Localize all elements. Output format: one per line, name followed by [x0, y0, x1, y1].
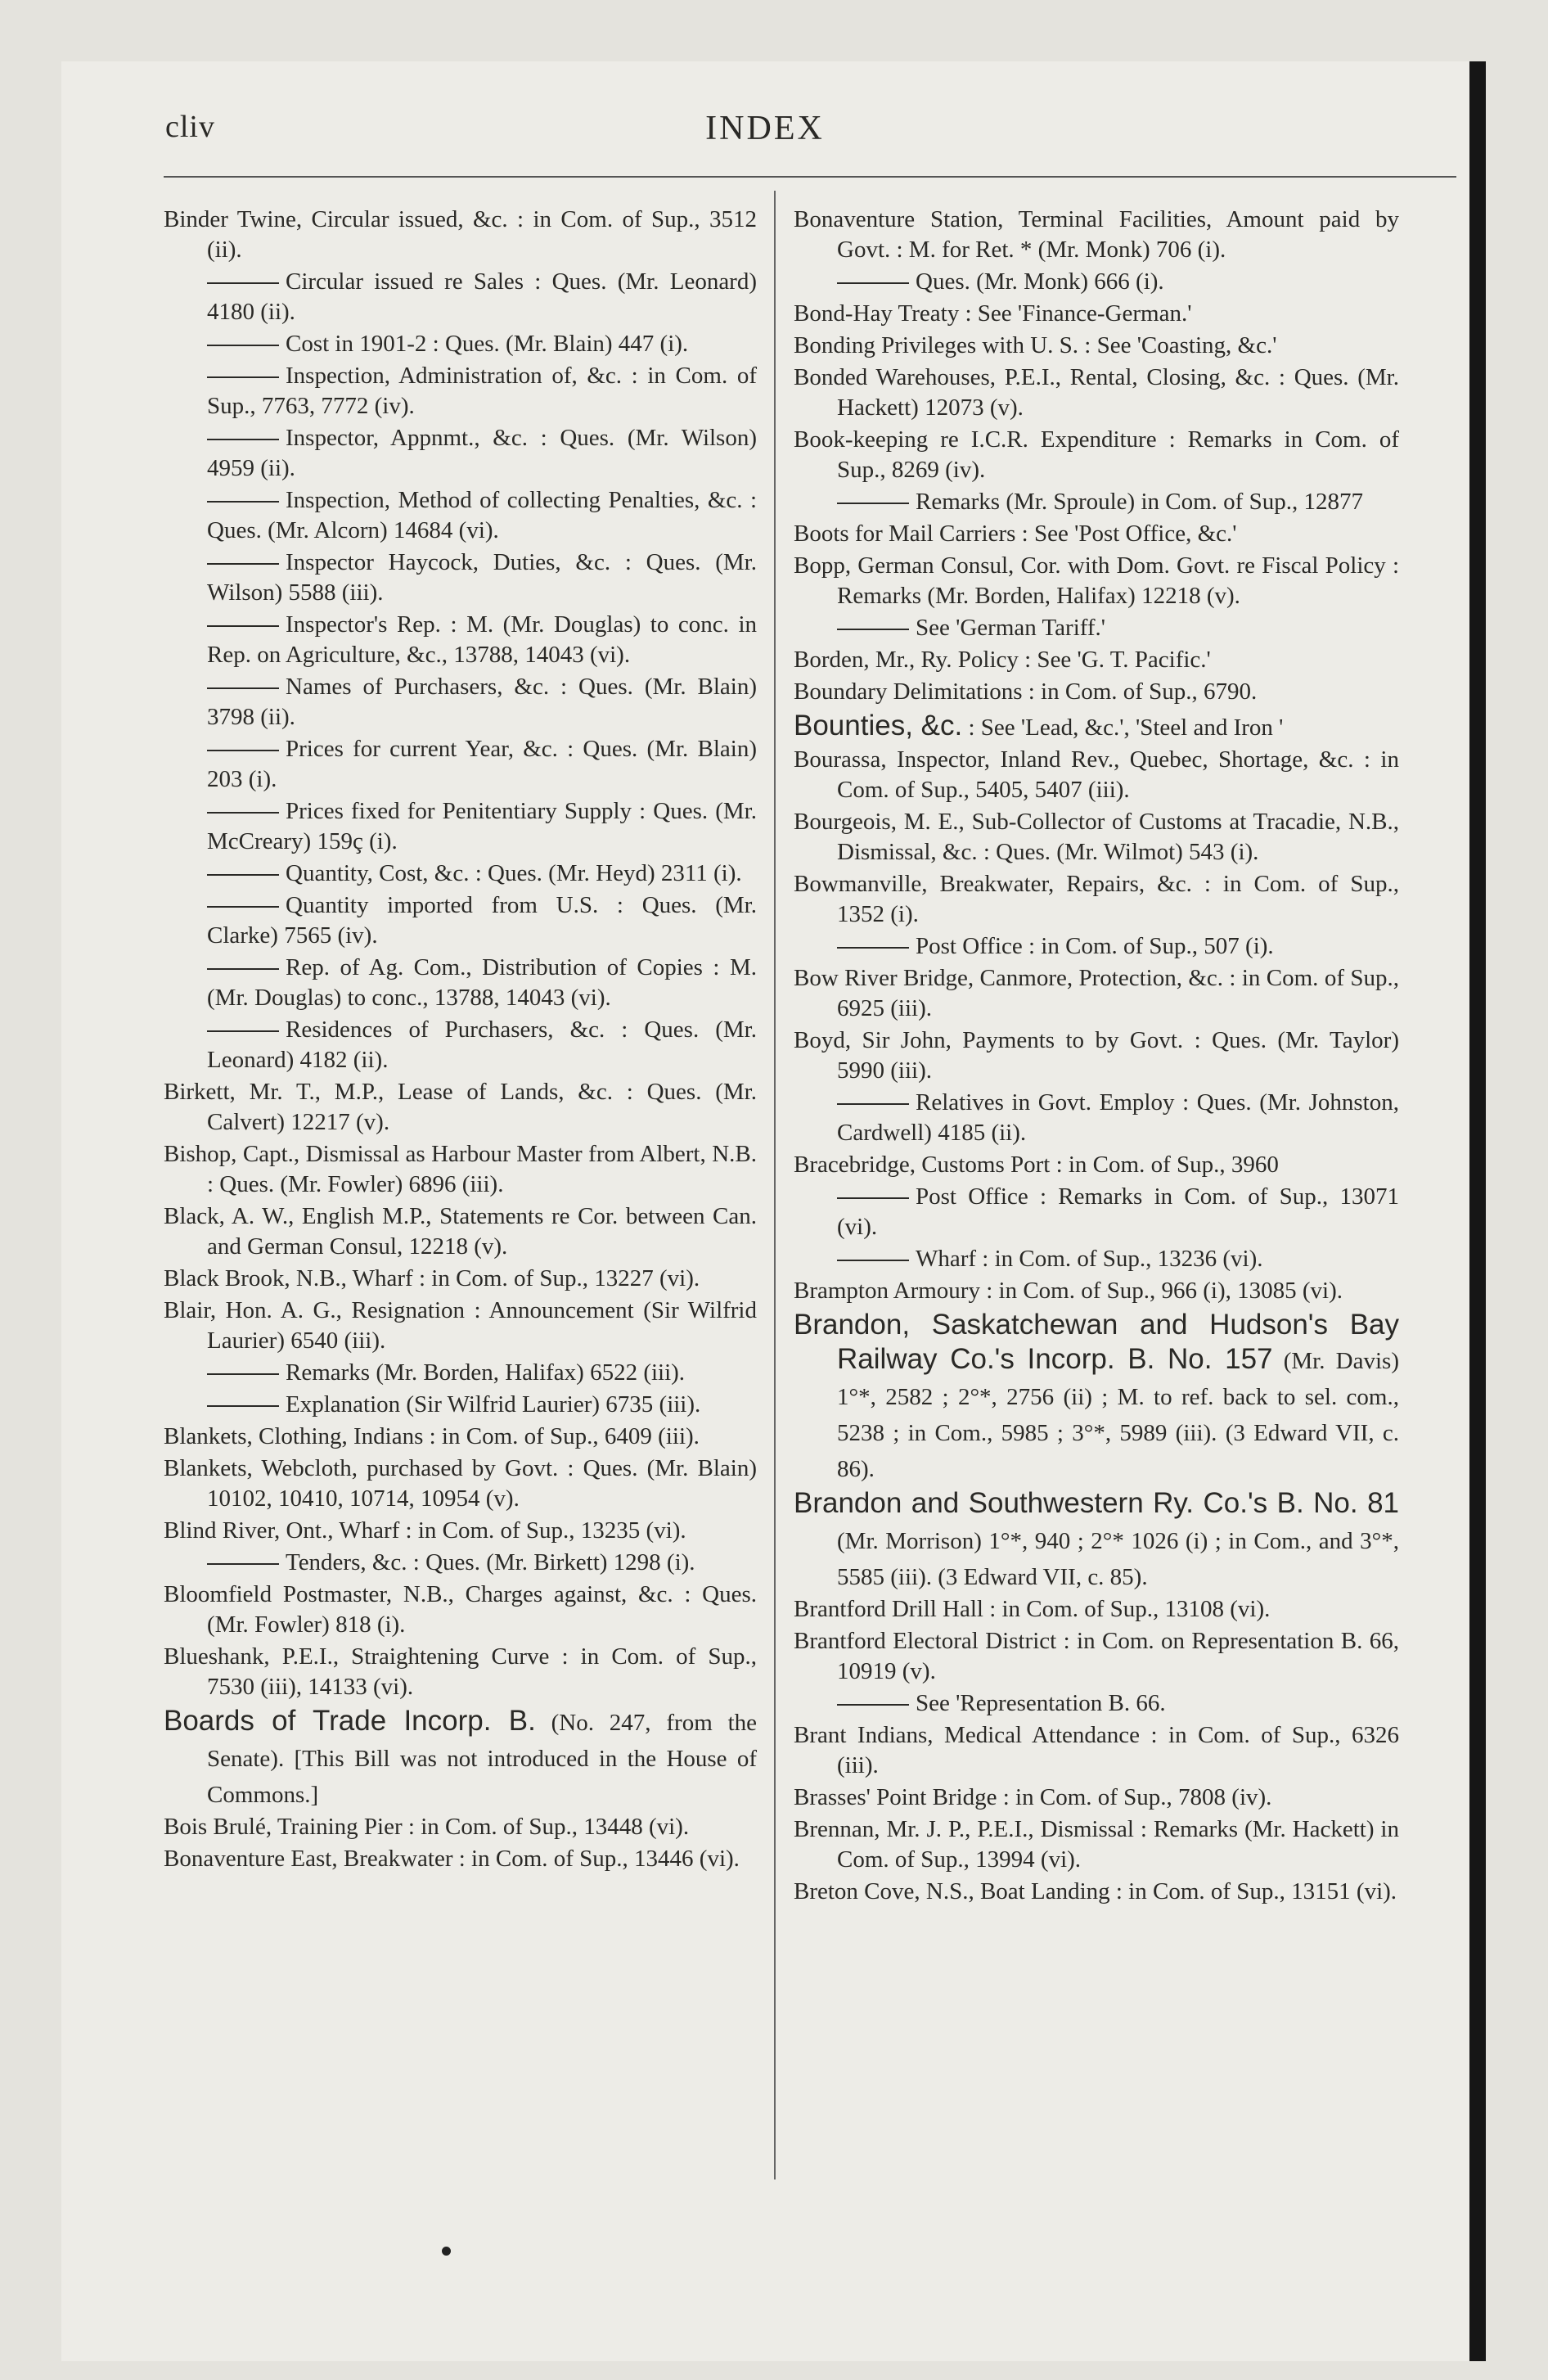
entry-text: Wharf : in Com. of Sup., 13236 (vi).: [916, 1246, 1263, 1272]
index-entry: [794, 1626, 1399, 1687]
index-entry: [794, 1783, 1399, 1813]
entry-text: Inspector's Rep. : M. (Mr. Douglas) to conc. in Rep. on Agriculture, &c., 13788, 14043 (vi).: [207, 611, 757, 668]
entry-text: (Mr. Morrison) 1°*, 940 ; 2°* 1026 (i) ; in Com., and 3°*, 5585 (iii). (3 Edward VII, c. 85).: [837, 1528, 1399, 1590]
entry-text: Quantity imported from U.S. : Ques. (Mr. Clarke) 7565 (iv).: [207, 892, 757, 949]
entry-text: Breton Cove, N.S., Boat Landing : in Com. of Sup., 13151 (vi).: [794, 1878, 1397, 1904]
entry-text: Quantity, Cost, &c. : Ques. (Mr. Heyd) 2311 (i).: [286, 860, 742, 886]
header-rule: [164, 176, 1456, 178]
entry-text: Inspection, Administration of, &c. : in Com. of Sup., 7763, 7772 (iv).: [207, 363, 757, 419]
ditto-dash: [207, 282, 279, 284]
entry-text: (No. 247, from the Senate). [This Bill was not introduced in the House of Commons.]: [207, 1710, 757, 1808]
index-subentry: [164, 1390, 757, 1420]
entry-text: Black, A. W., English M.P., Statements re Cor. between Can. and German Consul, 12218 (v).: [164, 1203, 757, 1260]
index-subentry: [794, 487, 1399, 517]
index-entry: [794, 645, 1399, 675]
ditto-dash: [207, 750, 279, 751]
entry-text: Circular issued re Sales : Ques. (Mr. Leonard) 4180 (ii).: [207, 268, 757, 325]
entry-text: Blankets, Clothing, Indians : in Com. of Sup., 6409 (iii).: [164, 1423, 700, 1449]
ditto-dash: [207, 906, 279, 908]
entry-text: Bonaventure East, Breakwater : in Com. of Sup., 13446 (vi).: [164, 1846, 740, 1872]
entry-text: Residences of Purchasers, &c. : Ques. (Mr. Leonard) 4182 (ii).: [207, 1016, 757, 1073]
entry-text: Brantford Drill Hall : in Com. of Sup., 13108 (vi).: [794, 1596, 1271, 1622]
entry-text: Bow River Bridge, Canmore, Protection, &c. : in Com. of Sup., 6925 (iii).: [794, 965, 1399, 1021]
index-entry: [794, 1025, 1399, 1086]
entry-text: Post Office : in Com. of Sup., 507 (i).: [916, 933, 1274, 959]
ditto-dash: [207, 439, 279, 440]
entry-text: Black Brook, N.B., Wharf : in Com. of Sup., 13227 (vi).: [164, 1265, 700, 1291]
index-subentry: [164, 734, 757, 795]
index-subentry: [164, 548, 757, 608]
entry-text: : See 'Lead, &c.', 'Steel and Iron ': [962, 714, 1284, 741]
index-entry: [794, 551, 1399, 611]
entry-text: Names of Purchasers, &c. : Ques. (Mr. Blain) 3798 (ii).: [207, 674, 757, 730]
entry-text: Prices for current Year, &c. : Ques. (Mr. Blain) 203 (i).: [207, 736, 757, 792]
entry-text: Bond-Hay Treaty : See 'Finance-German.': [794, 300, 1192, 327]
index-subentry: [164, 672, 757, 732]
entry-text: Brant Indians, Medical Attendance : in Com. of Sup., 6326 (iii).: [794, 1722, 1399, 1778]
entry-text: Birkett, Mr. T., M.P., Lease of Lands, &c. : Ques. (Mr. Calvert) 12217 (v).: [164, 1079, 757, 1135]
index-entry: [164, 1264, 757, 1294]
index-subentry: [164, 796, 757, 857]
index-entry: [794, 677, 1399, 707]
ditto-dash: [837, 282, 909, 284]
entry-text: Boots for Mail Carriers : See 'Post Office, &c.': [794, 521, 1237, 547]
entry-text: Bois Brulé, Training Pier : in Com. of Sup., 13448 (vi).: [164, 1814, 690, 1840]
index-subentry: [164, 267, 757, 327]
index-subentry: [164, 485, 757, 546]
entry-text: Bonaventure Station, Terminal Facilities, Amount paid by Govt. : M. for Ret. * (Mr. Monk) 706 (i).: [794, 206, 1399, 263]
entry-text: Blind River, Ont., Wharf : in Com. of Sup., 13235 (vi).: [164, 1517, 686, 1544]
index-subentry: [164, 361, 757, 421]
entry-text: Bishop, Capt., Dismissal as Harbour Master from Albert, N.B. : Ques. (Mr. Fowler) 6896 (iii).: [164, 1141, 757, 1197]
entry-text: Ques. (Mr. Monk) 666 (i).: [916, 268, 1164, 295]
ditto-dash: [837, 503, 909, 504]
ditto-dash: [207, 1030, 279, 1032]
ditto-dash: [207, 812, 279, 814]
entry-text: Remarks (Mr. Sproule) in Com. of Sup., 12877: [916, 489, 1363, 515]
index-entry: [164, 1422, 757, 1452]
ditto-dash: [207, 968, 279, 970]
index-entry: [164, 1844, 757, 1874]
index-entry: [164, 1642, 757, 1702]
index-entry: [794, 1594, 1399, 1625]
entry-text: Book-keeping re I.C.R. Expenditure : Remarks in Com. of Sup., 8269 (iv).: [794, 426, 1399, 483]
entry-text: Inspection, Method of collecting Penalties, &c. : Ques. (Mr. Alcorn) 14684 (vi).: [207, 487, 757, 543]
ditto-dash: [837, 1260, 909, 1261]
entry-text: Cost in 1901-2 : Ques. (Mr. Blain) 447 (i).: [286, 331, 689, 357]
entry-text: Bopp, German Consul, Cor. with Dom. Govt. re Fiscal Policy : Remarks (Mr. Borden, Halifax) 12218 (v).: [794, 552, 1399, 609]
ditto-dash: [207, 1563, 279, 1565]
entry-text: Brantford Electoral District : in Com. on Representation B. 66, 10919 (v).: [794, 1628, 1399, 1684]
entry-text: Boyd, Sir John, Payments to by Govt. : Ques. (Mr. Taylor) 5990 (iii).: [794, 1027, 1399, 1084]
entry-text: Explanation (Sir Wilfrid Laurier) 6735 (iii).: [286, 1391, 701, 1418]
entry-text: Inspector Haycock, Duties, &c. : Ques. (Mr. Wilson) 5588 (iii).: [207, 549, 757, 606]
bill-title: Bounties, &c.: [794, 710, 963, 741]
ditto-dash: [207, 501, 279, 503]
index-subentry: [164, 329, 757, 359]
bill-title: Brandon and Southwestern Ry. Co.'s B. No. 81: [794, 1487, 1399, 1519]
ditto-dash: [207, 345, 279, 346]
entry-text: Bonded Warehouses, P.E.I., Rental, Closing, &c. : Ques. (Mr. Hackett) 12073 (v).: [794, 364, 1399, 421]
entry-text: Blueshank, P.E.I., Straightening Curve : in Com. of Sup., 7530 (iii), 14133 (vi).: [164, 1643, 757, 1700]
entry-text: Boundary Delimitations : in Com. of Sup., 6790.: [794, 678, 1258, 705]
entry-text: Bonding Privileges with U. S. : See 'Coasting, &c.': [794, 332, 1277, 358]
entry-text: Post Office : Remarks in Com. of Sup., 13071 (vi).: [837, 1183, 1399, 1240]
entry-text: (Mr. Davis) 1°*, 2582 ; 2°*, 2756 (ii) ; M. to ref. back to sel. com., 5238 ; in Com., 5985 ; 3°*, 5989 (iii). (3 Edward VII, c. 86).: [837, 1348, 1399, 1482]
index-entry: [164, 1580, 757, 1640]
entry-text: See 'Representation B. 66.: [916, 1690, 1166, 1716]
index-page: [61, 61, 1485, 2361]
ditto-dash: [207, 376, 279, 378]
index-subentry: [794, 1244, 1399, 1274]
index-entry: [164, 1139, 757, 1200]
entry-text: Rep. of Ag. Com., Distribution of Copies : M. (Mr. Douglas) to conc., 13788, 14043 (vi).: [207, 954, 757, 1011]
page-number: cliv: [165, 110, 215, 144]
ditto-dash: [837, 1103, 909, 1105]
entry-text: Remarks (Mr. Borden, Halifax) 6522 (iii).: [286, 1359, 686, 1386]
index-subentry: [794, 267, 1399, 297]
entry-text: Bourgeois, M. E., Sub-Collector of Customs at Tracadie, N.B., Dismissal, &c. : Ques. (Mr. Wilmot) 543 (i).: [794, 809, 1399, 865]
index-subentry: [164, 1015, 757, 1075]
index-entry: [164, 205, 757, 265]
entry-text: Bloomfield Postmaster, N.B., Charges against, &c. : Ques. (Mr. Fowler) 818 (i).: [164, 1581, 757, 1638]
entry-text: Borden, Mr., Ry. Policy : See 'G. T. Pacific.': [794, 647, 1211, 673]
right-column: [794, 205, 1399, 1909]
index-entry: [164, 1812, 757, 1842]
ditto-dash: [207, 687, 279, 689]
entry-text: Relatives in Govt. Employ : Ques. (Mr. Johnston, Cardwell) 4185 (ii).: [837, 1089, 1399, 1146]
index-entry: [794, 205, 1399, 265]
ditto-dash: [207, 625, 279, 627]
entry-text: Brasses' Point Bridge : in Com. of Sup., 7808 (iv).: [794, 1784, 1272, 1810]
index-subentry: [164, 423, 757, 484]
index-entry: [794, 299, 1399, 329]
index-entry: [794, 363, 1399, 423]
ditto-dash: [207, 1373, 279, 1375]
entry-text: Brennan, Mr. J. P., P.E.I., Dismissal : Remarks (Mr. Hackett) in Com. of Sup., 13994 (vi).: [794, 1816, 1399, 1873]
scan-edge: [1469, 61, 1486, 2361]
index-entry: [164, 1077, 757, 1138]
index-entry: [164, 1296, 757, 1356]
index-entry: [794, 869, 1399, 930]
index-subentry: [794, 1088, 1399, 1148]
index-entry: [794, 1877, 1399, 1907]
entry-text: Bowmanville, Breakwater, Repairs, &c. : in Com. of Sup., 1352 (i).: [794, 871, 1399, 927]
index-subentry: [794, 1688, 1399, 1719]
index-entry: [794, 519, 1399, 549]
bill-title: Brandon, Saskatchewan and Hudson's Bay Railway Co.'s Incorp. B. No. 157: [794, 1309, 1399, 1375]
index-entry: [794, 1150, 1399, 1180]
index-subentry: [164, 1358, 757, 1388]
index-entry: [794, 1814, 1399, 1875]
index-entry: [794, 963, 1399, 1024]
entry-text: Prices fixed for Penitentiary Supply : Ques. (Mr. McCreary) 159ç (i).: [207, 798, 757, 854]
index-subentry: [794, 1182, 1399, 1242]
index-entry: [794, 1276, 1399, 1306]
entry-text: Blankets, Webcloth, purchased by Govt. : Ques. (Mr. Blain) 10102, 10410, 10714, 10954 (v).: [164, 1455, 757, 1512]
ditto-dash: [207, 874, 279, 876]
ditto-dash: [837, 1704, 909, 1706]
index-entry: [794, 807, 1399, 868]
page-header: [61, 109, 1469, 158]
index-entry: [794, 1720, 1399, 1781]
column-divider: [774, 191, 776, 2179]
entry-text: See 'German Tariff.': [916, 615, 1106, 641]
index-subentry: [794, 613, 1399, 643]
bill-title: Boards of Trade Incorp. B.: [164, 1705, 536, 1737]
index-entry: [794, 331, 1399, 361]
index-entry-bold: [794, 709, 1399, 745]
index-entry-bold: [794, 1486, 1399, 1594]
index-subentry: [164, 859, 757, 889]
index-entry-bold: [164, 1704, 757, 1812]
index-entry: [164, 1201, 757, 1262]
index-subentry: [164, 890, 757, 951]
ditto-dash: [837, 629, 909, 630]
page-title: INDEX: [705, 110, 825, 147]
index-entry: [164, 1454, 757, 1514]
entry-text: Bracebridge, Customs Port : in Com. of Sup., 3960: [794, 1152, 1279, 1178]
index-entry: [794, 745, 1399, 805]
ditto-dash: [207, 1405, 279, 1407]
index-subentry: [164, 610, 757, 670]
entry-text: Tenders, &c. : Ques. (Mr. Birkett) 1298 (i).: [286, 1549, 695, 1575]
index-entry: [164, 1516, 757, 1546]
ditto-dash: [207, 563, 279, 565]
index-subentry: [164, 1548, 757, 1578]
index-subentry: [164, 953, 757, 1013]
ink-dot: [442, 2247, 451, 2256]
index-entry-bold: [794, 1308, 1399, 1486]
index-subentry: [794, 931, 1399, 962]
left-column: [164, 205, 757, 1876]
ditto-dash: [837, 947, 909, 949]
entry-text: Brampton Armoury : in Com. of Sup., 966 (i), 13085 (vi).: [794, 1278, 1343, 1304]
index-entry: [794, 425, 1399, 485]
entry-text: Binder Twine, Circular issued, &c. : in Com. of Sup., 3512 (ii).: [164, 206, 757, 263]
entry-text: Inspector, Appnmt., &c. : Ques. (Mr. Wilson) 4959 (ii).: [207, 425, 757, 481]
entry-text: Bourassa, Inspector, Inland Rev., Quebec, Shortage, &c. : in Com. of Sup., 5405, 5407 (iii).: [794, 746, 1399, 803]
ditto-dash: [837, 1197, 909, 1199]
entry-text: Blair, Hon. A. G., Resignation : Announcement (Sir Wilfrid Laurier) 6540 (iii).: [164, 1297, 757, 1354]
